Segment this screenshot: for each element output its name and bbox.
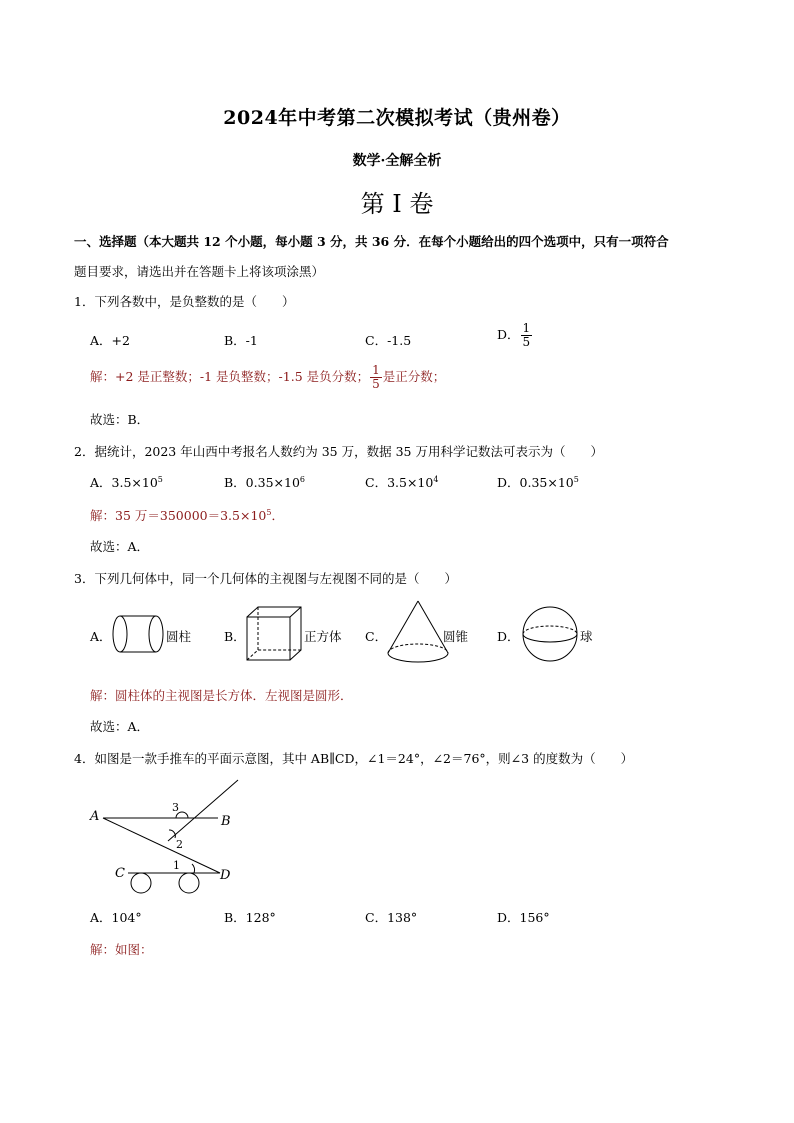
q3-solution: 解：圆柱体的主视图是长方体．左视图是圆形． [90,688,353,703]
cube-figure [244,604,304,664]
q2-option-d-exponent: 5 [573,475,579,484]
q2-option-c-exponent: 4 [433,475,439,484]
q3-option-b-name: 正方体 [304,629,342,644]
q3-option-d-name: 球 [580,629,593,644]
q2-option-b [224,473,305,491]
q2-pick: 故选：A． [90,539,150,554]
q1-option-d [497,322,533,349]
q2-solution-end: ． [271,508,284,523]
q2-option-a-exponent: 5 [157,475,163,484]
q2-option-a [90,473,163,491]
q4-option-b: B．128° [224,910,276,925]
q3-option-b-label: B． [224,629,246,644]
question-1-stem: 1．下列各数中，是负整数的是（ ） [74,294,295,309]
angle-2-label: 2 [176,838,183,851]
q2-option-c-base: C．3.5×10 [365,475,434,490]
fraction-denominator: 5 [522,335,531,349]
q4-option-d: D．156° [497,910,550,925]
q3-pick: 故选：A． [90,719,150,734]
q3-option-c-name: 圆锥 [443,629,469,644]
question-2-stem: 2．据统计，2023 年山西中考报名人数约为 35 万，数据 35 万用科学记数法可表示为（ ） [74,444,603,459]
q3-option-a-name: 圆柱 [166,629,192,644]
part-heading: 第 I 卷 [360,190,434,218]
q2-solution-text: 解：35 万＝350000＝3.5×10 [90,508,267,523]
q2-option-c [365,473,438,491]
q2-option-a-base: A．3.5×10 [90,475,158,490]
q3-option-d-label: D． [497,629,520,644]
cylinder-figure [108,612,166,656]
page-subtitle: 数学·全解全析 [352,153,442,169]
q1-solution [90,364,445,391]
angle-3-label: 3 [172,801,179,814]
q4-option-c: C．138° [365,910,418,925]
q1-solution-suffix: 是正分数； [382,369,446,384]
q2-option-b-base: B．0.35×10 [224,475,300,490]
q1-solution-fraction [370,364,382,391]
cart-diagram [86,774,246,898]
q1-option-a: A．+2 [90,333,130,348]
point-c-label: C [115,866,125,881]
angle-1-label: 1 [173,859,180,872]
q2-option-b-exponent: 6 [299,475,305,484]
fraction-numerator: 1 [372,363,380,377]
fraction-denominator: 5 [372,377,380,391]
q1-option-c: C．-1.5 [365,333,412,348]
q1-pick: 故选：B． [90,412,150,427]
q1-option-b: B．-1 [224,333,258,348]
q3-option-a-label: A． [90,629,112,644]
cone-figure [384,598,452,666]
point-b-label: B [221,814,231,829]
q1-option-d-label: D． [497,327,520,342]
q4-solution: 解：如图： [90,942,153,957]
point-a-label: A [90,809,100,824]
q1-option-d-fraction [521,322,533,349]
q4-option-a: A．104° [90,910,142,925]
page-title: 2024年中考第二次模拟考试（贵州卷） [223,107,571,129]
fraction-numerator: 1 [522,321,531,335]
q2-solution [90,506,284,524]
q2-option-d-base: D．0.35×10 [497,475,574,490]
question-4-stem: 4．如图是一款手推车的平面示意图，其中 AB∥CD，∠1＝24°，∠2＝76°，则∠3 的度数为（ ） [74,751,634,766]
q2-solution-exponent: 5 [266,508,272,517]
section-instruction-line2: 题目要求，请选出并在答题卡上将该项涂黑） [74,264,325,279]
q2-option-d [497,473,579,491]
q1-solution-text: 解：+2 是正整数；-1 是负整数；-1.5 是负分数； [90,369,370,384]
question-3-stem: 3．下列几何体中，同一个几何体的主视图与左视图不同的是（ ） [74,571,457,586]
point-d-label: D [220,868,231,883]
angle-1-arc [192,864,195,873]
q3-option-c-label: C． [365,629,388,644]
sphere-figure [520,604,580,664]
section-instruction-line1: 一、选择题（本大题共 12 个小题，每小题 3 分，共 36 分．在每个小题给出的四个选项中，只有一项符合 [74,234,669,249]
